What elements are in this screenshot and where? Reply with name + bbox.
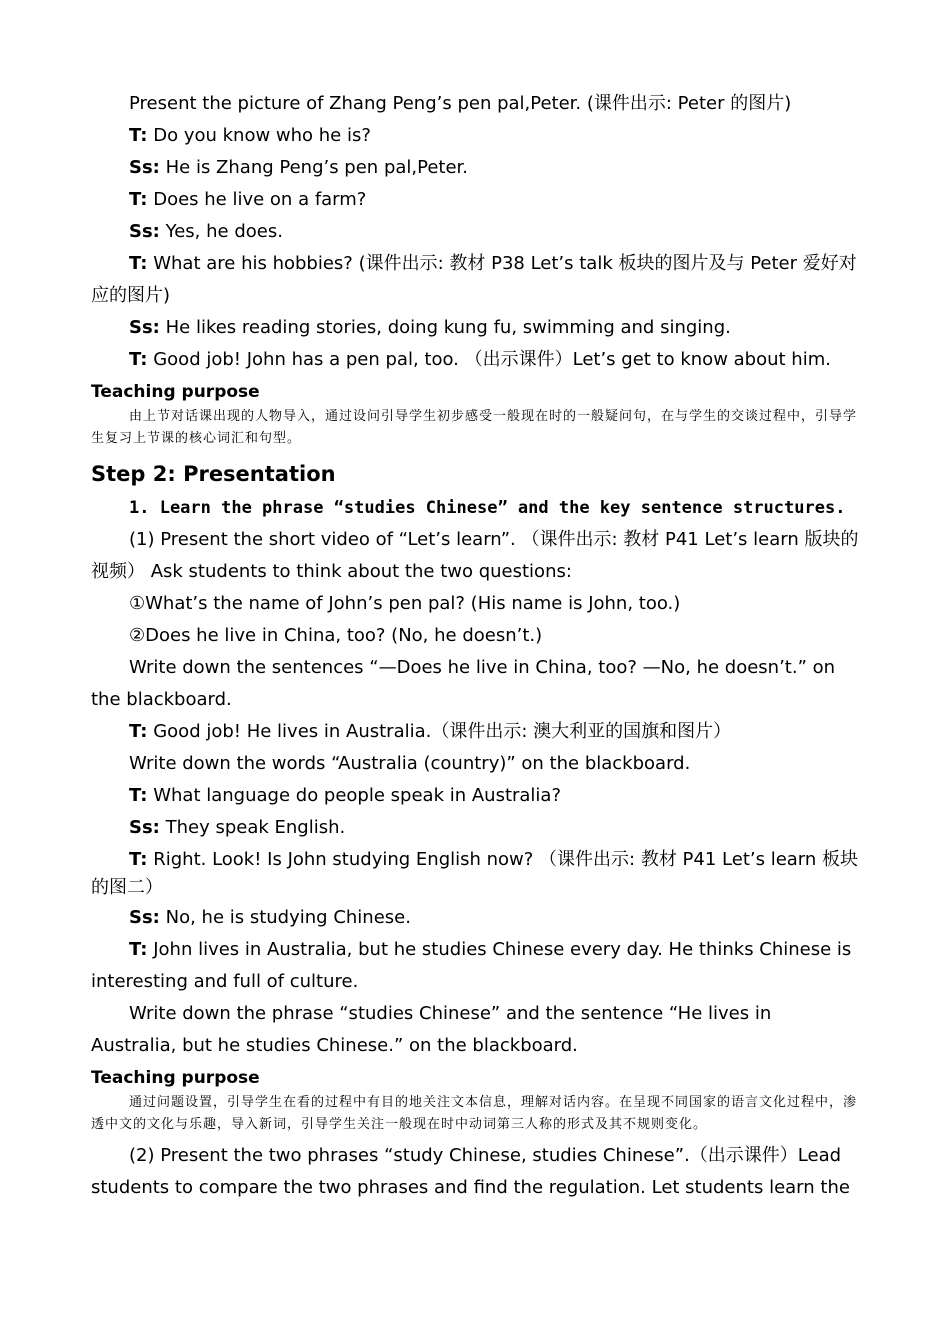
dialogue-line bbox=[91, 120, 859, 152]
dialogue-line bbox=[91, 902, 859, 934]
teaching-purpose-heading: Teaching purpose bbox=[91, 382, 260, 402]
speaker-label: Ss: bbox=[129, 907, 160, 928]
dialogue-text: John lives in Australia, but he studies Chinese every day. He thinks Chinese is interesting and full of culture. bbox=[91, 939, 852, 992]
question-line: ①What’s the name of John’s pen pal? (His name is John, too.) bbox=[129, 593, 681, 614]
dialogue-text: He is Zhang Peng’s pen pal,Peter. bbox=[159, 157, 469, 178]
dialogue-line bbox=[91, 344, 859, 376]
speaker-label: Ss: bbox=[129, 317, 160, 338]
teaching-purpose-text: 由上节对话课出现的人物导入，通过设问引导学生初步感受一般现在时的一般疑问句，在与学生的交谈过程中，引导学生复习上节课的核心词汇和句型。 bbox=[91, 409, 858, 446]
step-title: Step 2: Presentation bbox=[91, 462, 336, 486]
teaching-purpose-text: 通过问题设置，引导学生在看的过程中有目的地关注文本信息，理解对话内容。在呈现不同国家的语言文化过程中，渗透中文的文化与乐趣，导入新词，引导学生关注一般现在时中动词第三人称的形式及其不规则变化。 bbox=[91, 1095, 858, 1132]
speaker-label: T: bbox=[129, 349, 148, 370]
dialogue-line bbox=[91, 216, 859, 248]
speaker-label: T: bbox=[129, 125, 148, 146]
paragraph: (2) Present the two phrases “study Chinese, studies Chinese”.（出示课件）Lead students to compare the two phrases and find the regulation. Let students learn the bbox=[91, 1145, 850, 1198]
subsection-title: 1. Learn the phrase “studies Chinese” and the key sentence structures. bbox=[129, 498, 846, 518]
speaker-label: Ss: bbox=[129, 817, 160, 838]
speaker-label: Ss: bbox=[129, 221, 160, 242]
paragraph: (1) Present the short video of “Let’s learn”. （课件出示: 教材 P41 Let’s learn 版块的视频） Ask students to think about the two questions: bbox=[91, 529, 859, 582]
dialogue-text: Good job! He lives in Australia.（课件出示: 澳大利亚的国旗和图片） bbox=[147, 721, 732, 742]
dialogue-text: What are his hobbies? (课件出示: 教材 P38 Let’s talk 板块的图片及与 Peter 爱好对应的图片) bbox=[91, 253, 857, 306]
document-page bbox=[91, 88, 859, 1204]
dialogue-line bbox=[91, 934, 859, 998]
dialogue-line bbox=[91, 716, 859, 748]
dialogue-line bbox=[91, 780, 859, 812]
dialogue-text: Good job! John has a pen pal, too. （出示课件）Let’s get to know about him. bbox=[147, 349, 831, 370]
speaker-label: T: bbox=[129, 189, 148, 210]
paragraph: Write down the phrase “studies Chinese” and the sentence “He lives in Australia, but he studies Chinese.” on the blackboard. bbox=[91, 1003, 772, 1056]
dialogue-text: They speak English. bbox=[159, 817, 346, 838]
dialogue-text: Yes, he does. bbox=[159, 221, 283, 242]
dialogue-text: What language do people speak in Australia? bbox=[147, 785, 562, 806]
paragraph: Write down the words “Australia (country)” on the blackboard. bbox=[129, 753, 691, 774]
dialogue-line bbox=[91, 812, 859, 844]
speaker-label: T: bbox=[129, 253, 148, 274]
dialogue-line bbox=[91, 312, 859, 344]
dialogue-text: Do you know who he is? bbox=[147, 125, 371, 146]
speaker-label: Ss: bbox=[129, 157, 160, 178]
dialogue-text: No, he is studying Chinese. bbox=[159, 907, 411, 928]
dialogue-line bbox=[91, 152, 859, 184]
speaker-label: T: bbox=[129, 939, 148, 960]
dialogue-text: Right. Look! Is John studying English now? （课件出示: 教材 P41 Let’s learn 板块的图二） bbox=[91, 849, 859, 898]
speaker-label: T: bbox=[129, 721, 148, 742]
question-line: ②Does he live in China, too? (No, he doesn’t.) bbox=[129, 625, 543, 646]
speaker-label: T: bbox=[129, 849, 148, 870]
dialogue-line bbox=[91, 184, 859, 216]
paragraph: Write down the sentences “—Does he live in China, too? —No, he doesn’t.” on the blackboard. bbox=[91, 657, 836, 710]
intro-line: Present the picture of Zhang Peng’s pen pal,Peter. (课件出示: Peter 的图片) bbox=[129, 93, 792, 114]
teaching-purpose-heading: Teaching purpose bbox=[91, 1068, 260, 1088]
dialogue-line bbox=[91, 846, 859, 902]
dialogue-line bbox=[91, 248, 859, 312]
speaker-label: T: bbox=[129, 785, 148, 806]
dialogue-text: He likes reading stories, doing kung fu, swimming and singing. bbox=[159, 317, 731, 338]
dialogue-text: Does he live on a farm? bbox=[147, 189, 367, 210]
